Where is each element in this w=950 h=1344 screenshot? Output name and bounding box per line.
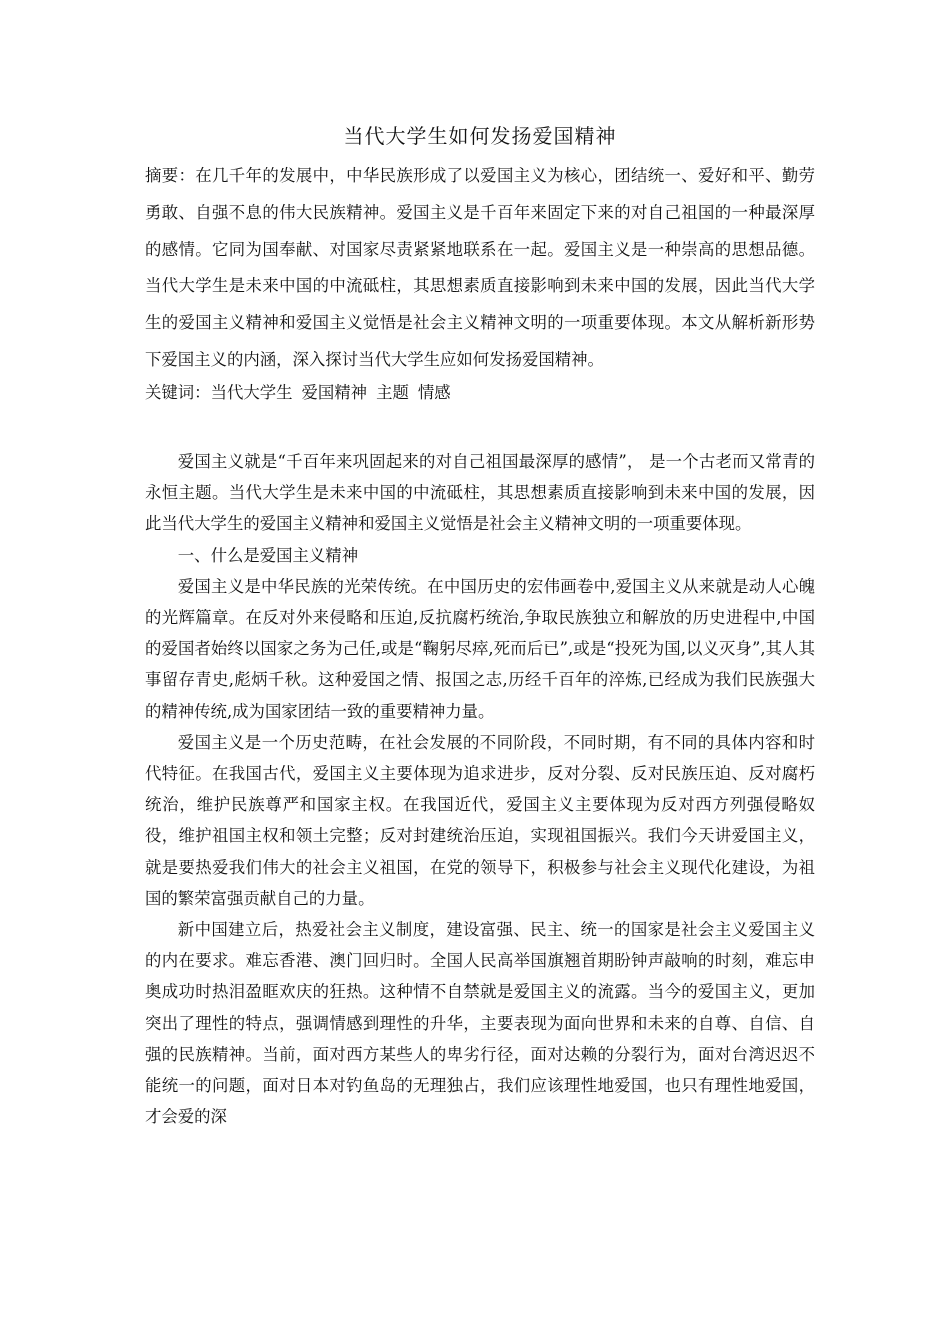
keyword-item: 爱国精神 bbox=[301, 383, 368, 402]
body-paragraph: 爱国主义是一个历史范畴，在社会发展的不同阶段，不同时期，有不同的具体内容和时代特征。在我国古代，爱国主义主要体现为追求进步，反对分裂、反对民族压迫、反对腐朽统治，维护民族尊严和国家主权。在我国近代，爱国主义主要体现为反对西方列强侵略奴役，维护祖国主权和领土完整；反对封建统治压迫，实现祖国振兴。我们今天讲爱国主义，就是要热爱我们伟大的社会主义祖国，在党的领导下，积极参与社会主义现代化建设，为祖国的繁荣富强贡献自己的力量。 bbox=[145, 732, 815, 908]
keyword-item: 主题 bbox=[376, 383, 409, 402]
body-paragraph: 爱国主义就是“千百年来巩固起来的对自己祖国最深厚的感情”， 是一个古老而又常青的永恒主题。当代大学生是未来中国的中流砥柱，其思想素质直接影响到未来中国的发展，因此当代大学生的爱国主义精神和爱国主义觉悟是社会主义精神文明的一项重要体现。 bbox=[145, 452, 815, 534]
keywords-line bbox=[145, 379, 815, 407]
abstract-paragraph: 摘要：在几千年的发展中，中华民族形成了以爱国主义为核心，团结统一、爱好和平、勤劳勇敢、自强不息的伟大民族精神。爱国主义是千百年来固定下来的对自己祖国的一种最深厚的感情。它同为国奉献、对国家尽责紧紧地联系在一起。爱国主义是一种崇高的思想品德。当代大学生是未来中国的中流砥柱，其思想素质直接影响到未来中国的发展，因此当代大学生的爱国主义精神和爱国主义觉悟是社会主义精神文明的一项重要体现。本文从解析新形势下爱国主义的内涵，深入探讨当代大学生应如何发扬爱国精神。 bbox=[145, 166, 815, 369]
keyword-item: 当代大学生 bbox=[210, 383, 293, 402]
document-body bbox=[145, 446, 815, 1132]
body-paragraph: 新中国建立后，热爱社会主义制度，建设富强、民主、统一的国家是社会主义爱国主义的内在要求。难忘香港、澳门回归时。全国人民高举国旗翘首期盼钟声敲响的时刻，难忘申奥成功时热泪盈眶欢庆的狂热。这种情不自禁就是爱国主义的流露。当今的爱国主义，更加突出了理性的特点，强调情感到理性的升华，主要表现为面向世界和未来的自尊、自信、自强的民族精神。当前，面对西方某些人的卑劣行径，面对达赖的分裂行为，面对台湾迟迟不能统一的问题，面对日本对钓鱼岛的无理独占，我们应该理性地爱国，也只有理性地爱国，才会爱的深 bbox=[145, 920, 815, 1127]
document-title: 当代大学生如何发扬爱国精神 bbox=[343, 124, 617, 148]
keywords-label: 关键词： bbox=[145, 383, 211, 402]
section-heading: 一、什么是爱国主义精神 bbox=[177, 545, 359, 565]
body-paragraph: 爱国主义是中华民族的光荣传统。在中国历史的宏伟画卷中,爱国主义从来就是动人心魄的光辉篇章。在反对外来侵略和压迫,反抗腐朽统治,争取民族独立和解放的历史进程中,中国的爱国者始终以国家之务为己任,或是“鞠躬尽瘁,死而后已”,或是“投死为国,以义灭身”,其人其事留存青史,彪炳千秋。这种爱国之情、报国之志,历经千百年的淬炼,已经成为我们民族强大的精神传统,成为国家团结一致的重要精神力量。 bbox=[145, 576, 815, 721]
keyword-item: 情感 bbox=[417, 383, 451, 402]
